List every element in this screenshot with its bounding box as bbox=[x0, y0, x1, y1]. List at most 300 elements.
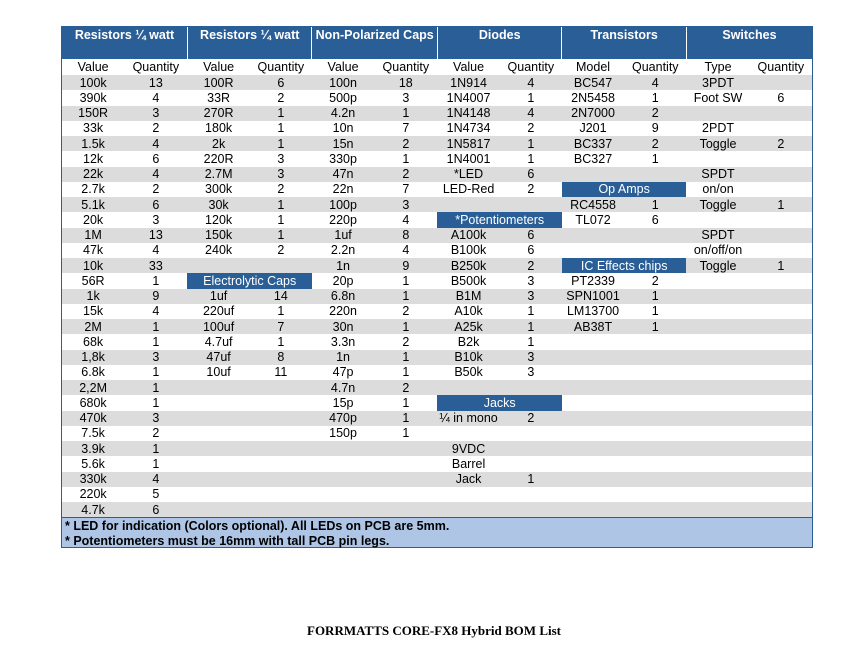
quantity-cell bbox=[750, 289, 812, 304]
quantity-cell: 3 bbox=[527, 273, 535, 288]
quantity-cell: 1 bbox=[277, 212, 285, 227]
value-cell: 100n bbox=[312, 75, 374, 90]
bom-sheet bbox=[61, 26, 813, 548]
value-cell: SPN1001 bbox=[562, 289, 624, 304]
quantity-cell: 2 bbox=[750, 136, 812, 151]
note-led: * LED for indication (Colors optional). All LEDs on PCB are 5mm. bbox=[65, 519, 450, 534]
quantity-cell bbox=[500, 502, 562, 517]
quantity-cell bbox=[624, 472, 686, 487]
table-row bbox=[62, 487, 812, 502]
quantity-cell: 3 bbox=[500, 350, 562, 365]
value-cell bbox=[187, 441, 249, 456]
quantity-cell: 4 bbox=[500, 75, 562, 90]
table-row bbox=[62, 395, 812, 410]
table-row bbox=[62, 212, 812, 227]
value-cell: J201 bbox=[579, 121, 607, 136]
quantity-cell: 2 bbox=[277, 182, 285, 197]
section-header: *Potentiometers bbox=[437, 212, 561, 227]
value-cell: 470k bbox=[62, 411, 124, 426]
quantity-cell bbox=[500, 456, 562, 471]
table-row bbox=[62, 273, 812, 288]
section-header: IC Effects chips bbox=[562, 258, 686, 273]
value-cell bbox=[187, 258, 249, 273]
group-header-non-polarized-caps: Non-Polarized Caps bbox=[312, 27, 438, 59]
quantity-cell: 1 bbox=[152, 273, 160, 288]
quantity-cell bbox=[750, 228, 812, 243]
table-row bbox=[62, 426, 812, 441]
value-cell bbox=[686, 395, 749, 410]
value-cell bbox=[686, 273, 749, 288]
quantity-cell bbox=[750, 319, 812, 334]
value-cell: Foot SW bbox=[693, 90, 743, 105]
quantity-cell bbox=[624, 380, 686, 395]
value-cell: 150p bbox=[329, 426, 357, 441]
quantity-cell: 1 bbox=[750, 258, 812, 273]
table-row bbox=[62, 228, 812, 243]
value-cell: A100k bbox=[437, 228, 499, 243]
column-header: Value bbox=[187, 59, 249, 75]
table-row bbox=[62, 106, 812, 121]
quantity-cell bbox=[750, 456, 812, 471]
quantity-cell: 9 bbox=[651, 121, 659, 136]
quantity-cell: 3 bbox=[402, 90, 410, 105]
value-cell: 220n bbox=[329, 304, 357, 319]
value-cell: 470p bbox=[312, 411, 374, 426]
quantity-cell bbox=[500, 441, 562, 456]
table-row bbox=[62, 472, 812, 487]
value-cell: 330k bbox=[62, 472, 124, 487]
quantity-cell bbox=[750, 151, 812, 166]
quantity-cell: 1 bbox=[152, 395, 160, 410]
value-cell bbox=[562, 334, 624, 349]
value-cell: 47n bbox=[312, 167, 374, 182]
quantity-cell bbox=[250, 472, 312, 487]
value-cell bbox=[562, 472, 624, 487]
value-cell: BC547 bbox=[562, 75, 624, 90]
quantity-cell: 1 bbox=[374, 350, 437, 365]
quantity-cell bbox=[250, 411, 312, 426]
quantity-cell: 3 bbox=[124, 106, 187, 121]
quantity-cell: 1 bbox=[624, 319, 686, 334]
value-cell: 2N7000 bbox=[562, 106, 624, 121]
quantity-cell bbox=[750, 121, 812, 136]
column-header: Quantity bbox=[500, 59, 562, 75]
value-cell: 100R bbox=[187, 75, 249, 90]
value-cell bbox=[312, 487, 374, 502]
value-cell: 10uf bbox=[206, 365, 231, 380]
column-header: Value bbox=[312, 59, 374, 75]
quantity-cell bbox=[374, 472, 437, 487]
quantity-cell: 4 bbox=[152, 90, 160, 105]
value-cell: 47uf bbox=[187, 350, 249, 365]
quantity-cell: 1 bbox=[651, 90, 659, 105]
table-row bbox=[62, 289, 812, 304]
table-row bbox=[62, 197, 812, 212]
value-cell bbox=[562, 502, 624, 517]
value-cell: 4.7n bbox=[312, 380, 374, 395]
quantity-cell: 3 bbox=[152, 212, 160, 227]
quantity-cell bbox=[750, 426, 812, 441]
quantity-cell: 4 bbox=[624, 75, 686, 90]
quantity-cell: 3 bbox=[374, 197, 437, 212]
quantity-cell: 3 bbox=[250, 167, 312, 182]
quantity-cell: 2 bbox=[624, 106, 686, 121]
value-cell: B1M bbox=[437, 289, 499, 304]
quantity-cell bbox=[624, 487, 686, 502]
value-cell: LM13700 bbox=[566, 304, 620, 319]
table-row bbox=[62, 441, 812, 456]
value-cell: 1k bbox=[62, 289, 124, 304]
quantity-cell bbox=[250, 441, 312, 456]
quantity-cell: 1 bbox=[624, 289, 686, 304]
value-cell: 2.2n bbox=[330, 243, 356, 258]
value-cell: *LED bbox=[437, 167, 499, 182]
table-row bbox=[62, 365, 812, 380]
value-cell: 2.7k bbox=[81, 182, 105, 197]
value-cell: 1n bbox=[312, 258, 374, 273]
value-cell: SPDT bbox=[686, 228, 749, 243]
quantity-cell: 6 bbox=[777, 90, 785, 105]
quantity-cell: 1 bbox=[500, 319, 562, 334]
quantity-cell: 4 bbox=[152, 243, 160, 258]
quantity-cell: 4 bbox=[402, 212, 410, 227]
table-row bbox=[62, 121, 812, 136]
quantity-cell: 1 bbox=[124, 380, 187, 395]
quantity-cell bbox=[250, 502, 312, 517]
table-row bbox=[62, 319, 812, 334]
value-cell bbox=[686, 411, 749, 426]
section-header: Op Amps bbox=[562, 182, 686, 197]
value-cell: 7.5k bbox=[81, 426, 105, 441]
value-cell: 3.9k bbox=[62, 441, 124, 456]
value-cell: 1uf bbox=[312, 228, 374, 243]
value-cell: 220uf bbox=[202, 304, 235, 319]
value-cell: Toggle bbox=[686, 136, 749, 151]
value-cell: 47p bbox=[332, 365, 354, 380]
section-header: Electrolytic Caps bbox=[187, 273, 311, 288]
value-cell: AB38T bbox=[562, 319, 624, 334]
value-cell bbox=[686, 441, 749, 456]
quantity-cell: 3 bbox=[124, 350, 187, 365]
value-cell bbox=[437, 487, 499, 502]
quantity-cell bbox=[250, 395, 312, 410]
quantity-cell bbox=[374, 456, 437, 471]
quantity-cell: 13 bbox=[124, 75, 187, 90]
quantity-cell bbox=[750, 212, 812, 227]
quantity-cell: 1 bbox=[527, 334, 535, 349]
value-cell bbox=[312, 472, 374, 487]
value-cell: 220k bbox=[79, 487, 107, 502]
quantity-cell: 1 bbox=[651, 151, 659, 166]
value-cell bbox=[562, 350, 624, 365]
value-cell bbox=[187, 411, 249, 426]
value-cell: 68k bbox=[83, 334, 104, 349]
quantity-cell: 1 bbox=[277, 121, 285, 136]
value-cell: 2PDT bbox=[702, 121, 734, 136]
table-row bbox=[62, 90, 812, 105]
quantity-cell: 4 bbox=[124, 167, 187, 182]
quantity-cell bbox=[750, 304, 812, 319]
value-cell bbox=[686, 304, 749, 319]
quantity-cell: 2 bbox=[402, 304, 410, 319]
quantity-cell bbox=[624, 365, 686, 380]
value-cell: 22n bbox=[332, 182, 354, 197]
value-cell: 33R bbox=[207, 90, 231, 105]
quantity-cell: 1 bbox=[500, 472, 562, 487]
quantity-cell: 2 bbox=[152, 182, 160, 197]
value-cell: 3.3n bbox=[330, 334, 356, 349]
quantity-cell: 8 bbox=[374, 228, 437, 243]
quantity-cell: 2 bbox=[500, 411, 562, 426]
value-cell: 9VDC bbox=[437, 441, 499, 456]
quantity-cell: 1 bbox=[402, 365, 410, 380]
quantity-cell: 1 bbox=[250, 197, 312, 212]
group-header-row bbox=[62, 27, 812, 59]
quantity-cell bbox=[624, 411, 686, 426]
value-cell: 1M bbox=[62, 228, 124, 243]
quantity-cell: 1 bbox=[152, 365, 160, 380]
quantity-cell bbox=[500, 197, 562, 212]
quantity-cell bbox=[374, 502, 437, 517]
value-cell: 6.8n bbox=[312, 289, 374, 304]
quantity-cell: 1 bbox=[124, 441, 187, 456]
column-header: Quantity bbox=[750, 59, 812, 75]
value-cell: 100k bbox=[62, 75, 124, 90]
quantity-cell: 1 bbox=[402, 395, 410, 410]
quantity-cell: 8 bbox=[250, 350, 312, 365]
table-row bbox=[62, 502, 812, 517]
group-header-switches: Switches bbox=[686, 27, 812, 59]
value-cell: 1N4148 bbox=[437, 106, 499, 121]
quantity-cell bbox=[750, 182, 812, 197]
value-cell: 270R bbox=[187, 106, 249, 121]
value-cell bbox=[437, 197, 499, 212]
column-header: Quantity bbox=[374, 59, 437, 75]
value-cell: 680k bbox=[79, 395, 107, 410]
quantity-cell bbox=[624, 456, 686, 471]
quantity-cell bbox=[750, 334, 812, 349]
value-cell: 390k bbox=[79, 90, 107, 105]
value-cell: BC337 bbox=[562, 136, 624, 151]
value-cell bbox=[312, 502, 374, 517]
table-row bbox=[62, 411, 812, 426]
value-cell bbox=[686, 151, 749, 166]
quantity-cell bbox=[750, 411, 812, 426]
group-header-resistors-1: Resistors ¼ watt bbox=[62, 27, 187, 59]
quantity-cell: 2 bbox=[374, 136, 437, 151]
value-cell: 22k bbox=[62, 167, 124, 182]
quantity-cell bbox=[624, 426, 686, 441]
value-cell: 1n bbox=[312, 350, 374, 365]
value-cell: 120k bbox=[205, 212, 233, 227]
value-cell: SPDT bbox=[686, 167, 749, 182]
value-cell: 15n bbox=[312, 136, 374, 151]
quantity-cell: 1 bbox=[750, 197, 812, 212]
quantity-cell bbox=[624, 350, 686, 365]
quantity-cell: 4 bbox=[500, 106, 562, 121]
value-cell bbox=[187, 472, 249, 487]
quantity-cell: 3 bbox=[124, 411, 187, 426]
quantity-cell: 1 bbox=[527, 90, 535, 105]
quantity-cell: 6 bbox=[250, 75, 312, 90]
quantity-cell: 2 bbox=[374, 380, 437, 395]
quantity-cell: 6 bbox=[124, 502, 187, 517]
quantity-cell: 9 bbox=[374, 258, 437, 273]
value-cell: B50k bbox=[454, 365, 483, 380]
value-cell: 100p bbox=[312, 197, 374, 212]
quantity-cell: 7 bbox=[250, 319, 312, 334]
section-header: Jacks bbox=[437, 395, 561, 410]
quantity-cell bbox=[374, 487, 437, 502]
quantity-cell bbox=[500, 487, 562, 502]
quantity-cell: 1 bbox=[250, 136, 312, 151]
quantity-cell: 6 bbox=[651, 212, 659, 227]
quantity-cell: 1 bbox=[374, 319, 437, 334]
value-cell: A25k bbox=[437, 319, 499, 334]
quantity-cell: 3 bbox=[527, 365, 535, 380]
value-cell bbox=[562, 228, 624, 243]
value-cell: B100k bbox=[450, 243, 487, 258]
value-cell: 33k bbox=[83, 121, 104, 136]
value-cell: 1uf bbox=[187, 289, 249, 304]
value-cell: B250k bbox=[437, 258, 499, 273]
value-cell: on/off/on bbox=[693, 243, 743, 258]
value-cell bbox=[686, 456, 749, 471]
quantity-cell bbox=[750, 380, 812, 395]
value-cell bbox=[562, 441, 624, 456]
value-cell bbox=[686, 212, 749, 227]
quantity-cell: 2 bbox=[277, 243, 285, 258]
value-cell: 2k bbox=[187, 136, 249, 151]
value-cell bbox=[686, 334, 749, 349]
value-cell: RC4558 bbox=[562, 197, 624, 212]
quantity-cell bbox=[750, 487, 812, 502]
value-cell bbox=[562, 487, 624, 502]
table-row bbox=[62, 380, 812, 395]
value-cell: 10n bbox=[332, 121, 354, 136]
group-header-diodes: Diodes bbox=[437, 27, 561, 59]
quantity-cell: 4 bbox=[402, 243, 410, 258]
value-cell: 30k bbox=[187, 197, 249, 212]
table-row bbox=[62, 456, 812, 471]
table-row bbox=[62, 334, 812, 349]
value-cell bbox=[562, 365, 624, 380]
value-cell: PT2339 bbox=[571, 273, 615, 288]
table-row bbox=[62, 167, 812, 182]
quantity-cell: 2 bbox=[624, 136, 686, 151]
value-cell: 1,8k bbox=[62, 350, 124, 365]
value-cell bbox=[686, 319, 749, 334]
group-header-transistors: Transistors bbox=[562, 27, 686, 59]
value-cell bbox=[562, 411, 624, 426]
value-cell: B10k bbox=[437, 350, 499, 365]
value-cell bbox=[562, 167, 624, 182]
column-header: Value bbox=[62, 59, 124, 75]
value-cell bbox=[562, 395, 624, 410]
quantity-cell bbox=[750, 472, 812, 487]
value-cell: 4.7k bbox=[62, 502, 124, 517]
document-title: FORRMATTS CORE-FX8 Hybrid BOM List bbox=[307, 623, 561, 638]
value-cell: 220R bbox=[203, 151, 234, 166]
quantity-cell: 1 bbox=[402, 426, 410, 441]
value-cell bbox=[187, 487, 249, 502]
value-cell bbox=[187, 456, 249, 471]
quantity-cell: 1 bbox=[374, 411, 437, 426]
value-cell: 180k bbox=[205, 121, 233, 136]
value-cell: 10k bbox=[62, 258, 124, 273]
value-cell: 15p bbox=[332, 395, 354, 410]
quantity-cell: 4 bbox=[124, 136, 187, 151]
quantity-cell: 6 bbox=[527, 243, 535, 258]
quantity-cell bbox=[750, 365, 812, 380]
quantity-cell: 1 bbox=[152, 334, 160, 349]
quantity-cell: 1 bbox=[500, 136, 562, 151]
quantity-cell bbox=[750, 395, 812, 410]
value-cell: 220p bbox=[329, 212, 357, 227]
column-header: Model bbox=[562, 59, 624, 75]
value-cell bbox=[187, 395, 249, 410]
quantity-cell bbox=[250, 258, 312, 273]
quantity-cell bbox=[250, 380, 312, 395]
quantity-cell: 1 bbox=[651, 304, 659, 319]
quantity-cell bbox=[624, 334, 686, 349]
table-row bbox=[62, 136, 812, 151]
quantity-cell: 18 bbox=[374, 75, 437, 90]
value-cell bbox=[437, 426, 499, 441]
quantity-cell: 6 bbox=[500, 228, 562, 243]
value-cell: on/on bbox=[702, 182, 734, 197]
value-cell bbox=[187, 380, 249, 395]
notes-box bbox=[62, 517, 812, 547]
quantity-cell bbox=[500, 380, 562, 395]
quantity-cell bbox=[250, 426, 312, 441]
value-cell bbox=[686, 426, 749, 441]
quantity-cell bbox=[374, 441, 437, 456]
value-cell bbox=[312, 456, 374, 471]
value-cell bbox=[686, 502, 749, 517]
value-cell: 20k bbox=[83, 212, 104, 227]
quantity-cell: 2 bbox=[527, 121, 535, 136]
value-cell bbox=[562, 243, 624, 258]
value-cell: 300k bbox=[205, 182, 233, 197]
value-cell: 5.6k bbox=[81, 456, 105, 471]
quantity-cell bbox=[750, 167, 812, 182]
quantity-cell: 3 bbox=[277, 151, 285, 166]
quantity-cell: 2 bbox=[277, 90, 285, 105]
quantity-cell bbox=[750, 243, 812, 258]
column-header: Type bbox=[686, 59, 749, 75]
value-cell: 240k bbox=[205, 243, 233, 258]
quantity-cell: 2 bbox=[152, 426, 160, 441]
value-cell bbox=[187, 426, 249, 441]
value-cell bbox=[686, 350, 749, 365]
quantity-cell: 2 bbox=[500, 258, 562, 273]
quantity-cell bbox=[750, 441, 812, 456]
value-cell: B2k bbox=[457, 334, 480, 349]
value-cell: 1.5k bbox=[62, 136, 124, 151]
value-cell: 6.8k bbox=[81, 365, 105, 380]
value-cell: 150k bbox=[187, 228, 249, 243]
value-cell: 12k bbox=[83, 151, 104, 166]
column-header: Quantity bbox=[124, 59, 187, 75]
value-cell: Toggle bbox=[686, 197, 749, 212]
quantity-cell: 6 bbox=[124, 197, 187, 212]
quantity-cell bbox=[624, 228, 686, 243]
quantity-cell: 2 bbox=[527, 182, 535, 197]
quantity-cell: 7 bbox=[402, 182, 410, 197]
table-row bbox=[62, 182, 812, 197]
quantity-cell: 9 bbox=[124, 289, 187, 304]
